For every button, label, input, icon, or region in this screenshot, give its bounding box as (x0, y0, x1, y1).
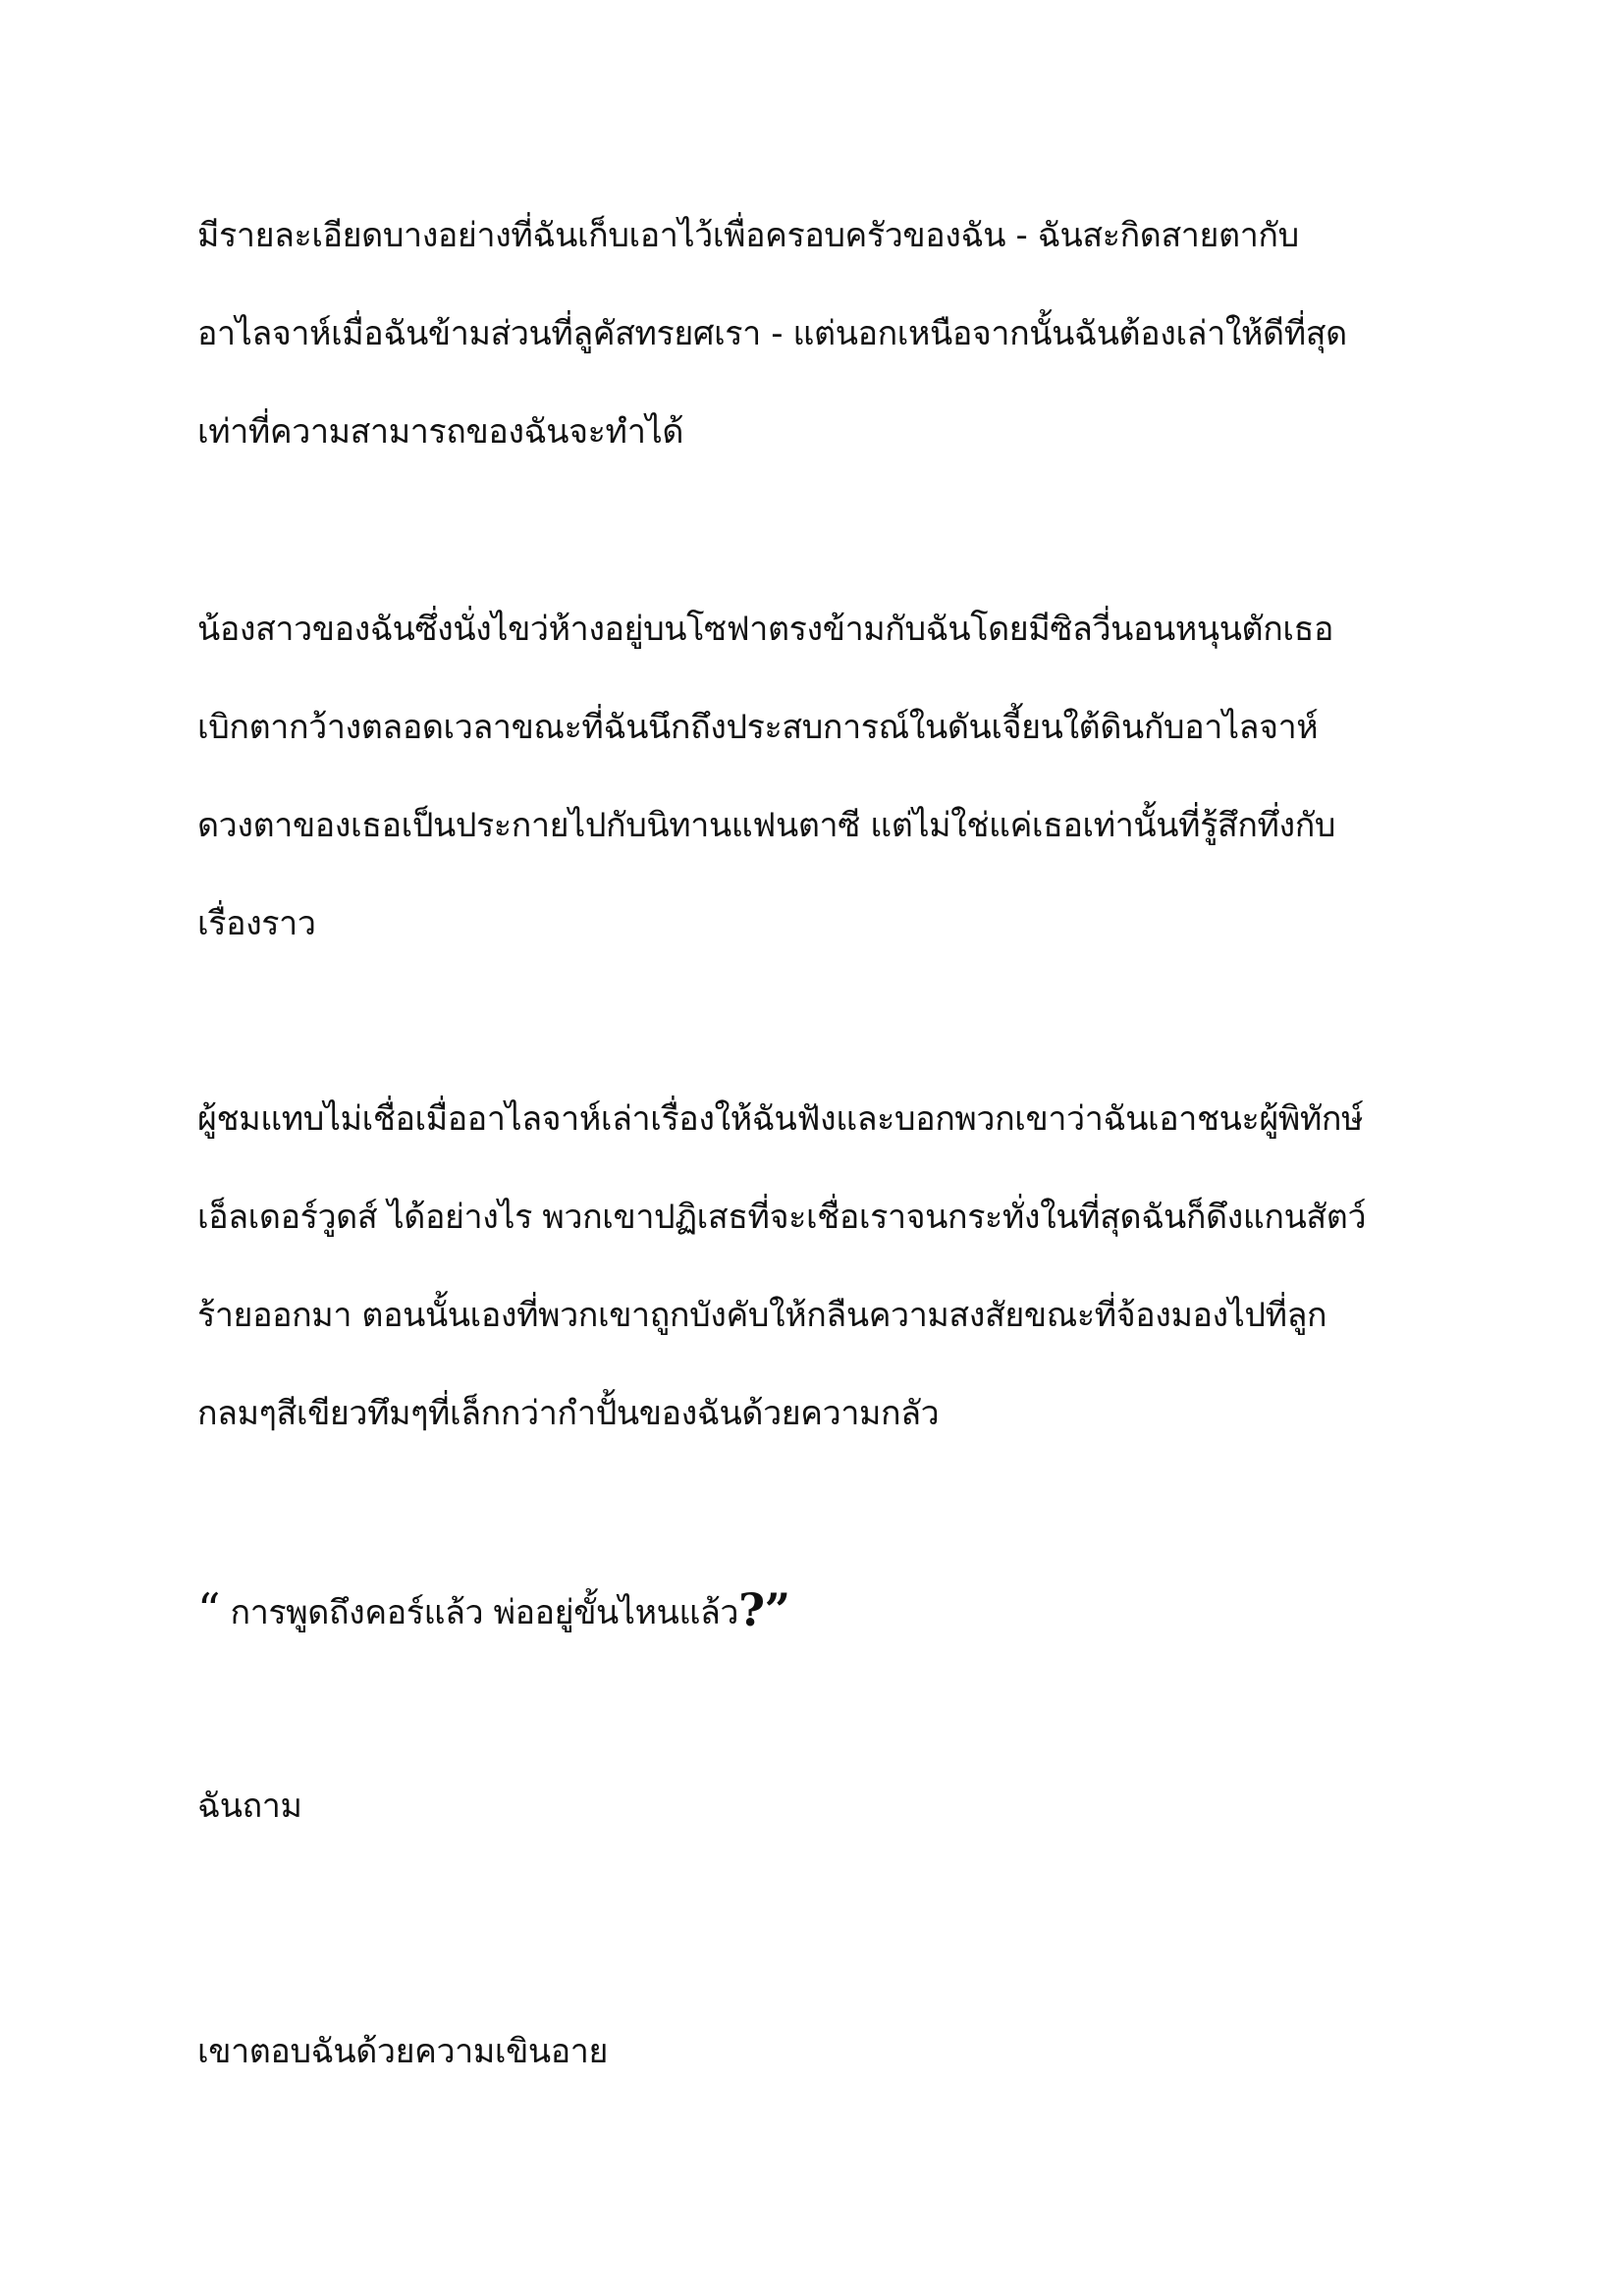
paragraph-1 (197, 187, 1444, 481)
text-line: เบิกตากว้างตลอดเวลาขณะที่ฉันนึกถึงประสบการณ์ในดันเจี้ยนใต้ดินกับอาไลจาห์ (197, 708, 1319, 747)
text-line: เท่าที่ความสามารถของฉันจะทำได้ (197, 412, 684, 452)
text-line: ผู้ชมแทบไม่เชื่อเมื่ออาไลจาห์เล่าเรื่องให้ฉันฟังและบอกพวกเขาว่าฉันเอาชนะผู้พิทักษ์ (197, 1099, 1364, 1139)
text-line: ดวงตาของเธอเป็นประกายไปกับนิทานแฟนตาซี แต่ไม่ใช่แค่เธอเท่านั้นที่รู้สึกทึ่งกับ (197, 806, 1336, 845)
paragraph-3 (197, 1070, 1444, 1463)
speaker-tag-paragraph (197, 1757, 1444, 1855)
text-line: เอ็ลเดอร์วูดส์ ได้อย่างไร พวกเขาปฏิเสธที่จะเชื่อเราจนกระทั่งในที่สุดฉันก็ดึงแกนสัตว์ (197, 1198, 1367, 1237)
paragraph-2 (197, 580, 1444, 973)
answer-paragraph (197, 2002, 1444, 2101)
text-line: เรื่องราว (197, 904, 316, 943)
text-line: ฉันถาม (197, 1787, 302, 1826)
text-line: กลมๆสีเขียวทึมๆที่เล็กกว่ากำปั้นของฉันด้วยความกลัว (197, 1394, 940, 1433)
dialogue-paragraph (197, 1561, 1444, 1659)
text-line: ร้ายออกมา ตอนนั้นเองที่พวกเขาถูกบังคับให้กลืนความสงสัยขณะที่จ้องมองไปที่ลูก (197, 1296, 1327, 1335)
open-quote-mark: “ (197, 1583, 221, 1636)
dialogue-line (197, 1561, 1444, 1659)
text-line: น้องสาวของฉันซึ่งนั่งไขว่ห้างอยู่บนโซฟาตรงข้ามกับฉันโดยมีซิลวี่นอนหนุนตักเธอ (197, 610, 1333, 649)
text-line: มีรายละเอียดบางอย่างที่ฉันเก็บเอาไว้เพื่อครอบครัวของฉัน - ฉันสะกิดสายตากับ (197, 216, 1299, 255)
text-line: อาไลจาห์เมื่อฉันข้ามส่วนที่ลูคัสทรยศเรา - แต่นอกเหนือจากนั้นฉันต้องเล่าให้ดีที่สุด (197, 314, 1347, 353)
dialogue-text: การพูดถึงคอร์แล้ว พ่ออยู่ขั้นไหนแล้ว (220, 1593, 739, 1632)
close-quote-mark: ?” (738, 1583, 790, 1636)
text-line: เขาตอบฉันด้วยความเขินอาย (197, 2032, 609, 2071)
